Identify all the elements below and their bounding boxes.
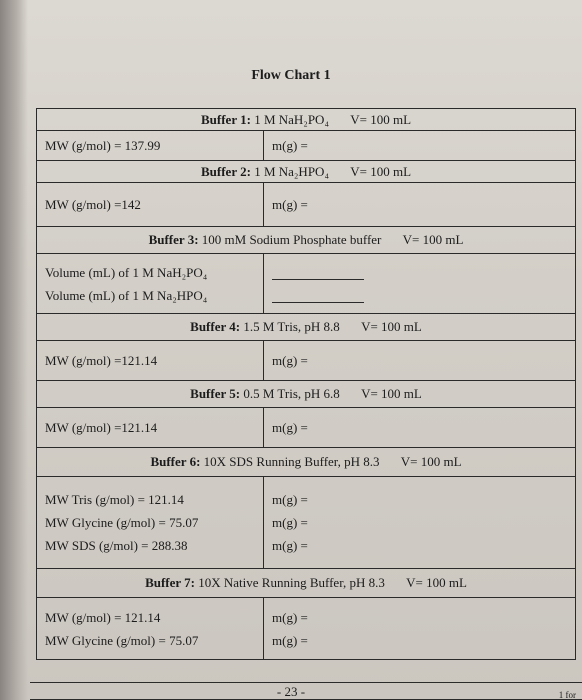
mass-field: m(g) = xyxy=(272,197,308,212)
buffer-2-header-row xyxy=(37,161,576,183)
mw-value: MW (g/mol) =142 xyxy=(45,197,141,212)
buffer-6-volume: V= 100 mL xyxy=(400,454,462,469)
buffer-3-desc: 100 mM Sodium Phosphate buffer xyxy=(201,232,382,247)
buffer-1-desc: 1 M NaH₂PO₄ xyxy=(254,111,329,127)
buffer-3-name: Buffer 3: xyxy=(148,232,199,247)
mass-field: m(g) = xyxy=(272,420,308,435)
mass-field: m(g) = xyxy=(272,632,308,648)
buffer-7-name: Buffer 7: xyxy=(145,575,196,590)
footer-rule xyxy=(30,682,582,683)
buffer-5-header xyxy=(37,381,576,408)
page-number: - 23 - xyxy=(276,684,306,699)
buffer-2-mass xyxy=(264,183,576,227)
volume-label: Volume (mL) of 1 M NaH₂PO₄ xyxy=(45,264,208,280)
buffer-4-volume: V= 100 mL xyxy=(361,319,422,334)
buffer-4-mass xyxy=(264,341,576,381)
buffer-4-name: Buffer 4: xyxy=(190,319,241,334)
buffer-3-volumes xyxy=(37,254,264,314)
mass-field: m(g) = xyxy=(272,538,308,553)
buffer-7-header xyxy=(37,569,576,598)
blank-line xyxy=(272,290,364,303)
buffer-1-volume: V= 100 mL xyxy=(350,111,412,127)
buffer-5-name: Buffer 5: xyxy=(190,386,241,401)
mass-field: m(g) = xyxy=(272,515,308,530)
buffer-7-mw xyxy=(37,598,264,660)
mw-value: MW (g/mol) =121.14 xyxy=(45,353,158,368)
buffer-6-header xyxy=(37,448,576,477)
buffer-5-volume: V= 100 mL xyxy=(361,386,422,401)
mw-value: MW (g/mol) = 121.14 xyxy=(45,609,161,625)
buffer-4-mw xyxy=(37,341,264,381)
buffer-3-blanks xyxy=(264,254,576,314)
page-shadow xyxy=(0,0,28,700)
blank-line xyxy=(272,267,364,280)
buffer-6-header-row xyxy=(37,448,576,477)
buffer-3-header-row xyxy=(37,227,576,254)
buffer-table xyxy=(36,108,576,660)
buffer-7-desc: 10X Native Running Buffer, pH 8.3 xyxy=(198,575,385,590)
buffer-2-header xyxy=(37,161,576,183)
buffer-3-header xyxy=(37,227,576,254)
buffer-6-desc: 10X SDS Running Buffer, pH 8.3 xyxy=(203,454,380,469)
corner-note: 1 for xyxy=(558,690,576,700)
buffer-5-row xyxy=(37,408,576,448)
mw-value: MW (g/mol) =121.14 xyxy=(45,420,158,435)
mw-value: MW Glycine (g/mol) = 75.07 xyxy=(45,515,199,530)
buffer-1-row xyxy=(37,131,576,161)
buffer-3-volume: V= 100 mL xyxy=(402,232,464,247)
buffer-5-desc: 0.5 M Tris, pH 6.8 xyxy=(243,386,340,401)
buffer-1-header xyxy=(37,109,576,131)
buffer-2-name: Buffer 2: xyxy=(200,163,251,179)
buffer-4-desc: 1.5 M Tris, pH 8.8 xyxy=(243,319,340,334)
buffer-2-mw xyxy=(37,183,264,227)
buffer-1-mw xyxy=(37,131,264,161)
mw-value: MW Glycine (g/mol) = 75.07 xyxy=(45,632,199,648)
buffer-6-name: Buffer 6: xyxy=(150,454,201,469)
buffer-6-mw xyxy=(37,477,264,569)
buffer-5-mass xyxy=(264,408,576,448)
buffer-5-header-row xyxy=(37,381,576,408)
buffer-4-header-row xyxy=(37,314,576,341)
buffer-7-mass xyxy=(264,598,576,660)
buffer-1-name: Buffer 1: xyxy=(200,111,251,127)
buffer-2-desc: 1 M Na₂HPO₄ xyxy=(254,163,329,179)
volume-label: Volume (mL) of 1 M Na₂HPO₄ xyxy=(45,287,208,303)
buffer-1-mass xyxy=(264,131,576,161)
mass-field: m(g) = xyxy=(272,609,308,625)
buffer-2-volume: V= 100 mL xyxy=(350,163,412,179)
page-title: Flow Chart 1 xyxy=(251,68,331,83)
buffer-5-mw xyxy=(37,408,264,448)
mw-value: MW SDS (g/mol) = 288.38 xyxy=(45,538,188,553)
buffer-4-row xyxy=(37,341,576,381)
buffer-6-mass xyxy=(264,477,576,569)
mw-value: MW Tris (g/mol) = 121.14 xyxy=(45,492,184,507)
buffer-7-header-row xyxy=(37,569,576,598)
buffer-7-volume: V= 100 mL xyxy=(406,575,467,590)
buffer-7-row xyxy=(37,598,576,660)
buffer-3-row xyxy=(37,254,576,314)
buffer-4-header xyxy=(37,314,576,341)
mass-field: m(g) = xyxy=(272,138,308,153)
buffer-6-row xyxy=(37,477,576,569)
mass-field: m(g) = xyxy=(272,353,308,368)
mw-value: MW (g/mol) = 137.99 xyxy=(45,138,161,153)
buffer-1-header-row xyxy=(37,109,576,131)
buffer-2-row xyxy=(37,183,576,227)
mass-field: m(g) = xyxy=(272,492,308,507)
